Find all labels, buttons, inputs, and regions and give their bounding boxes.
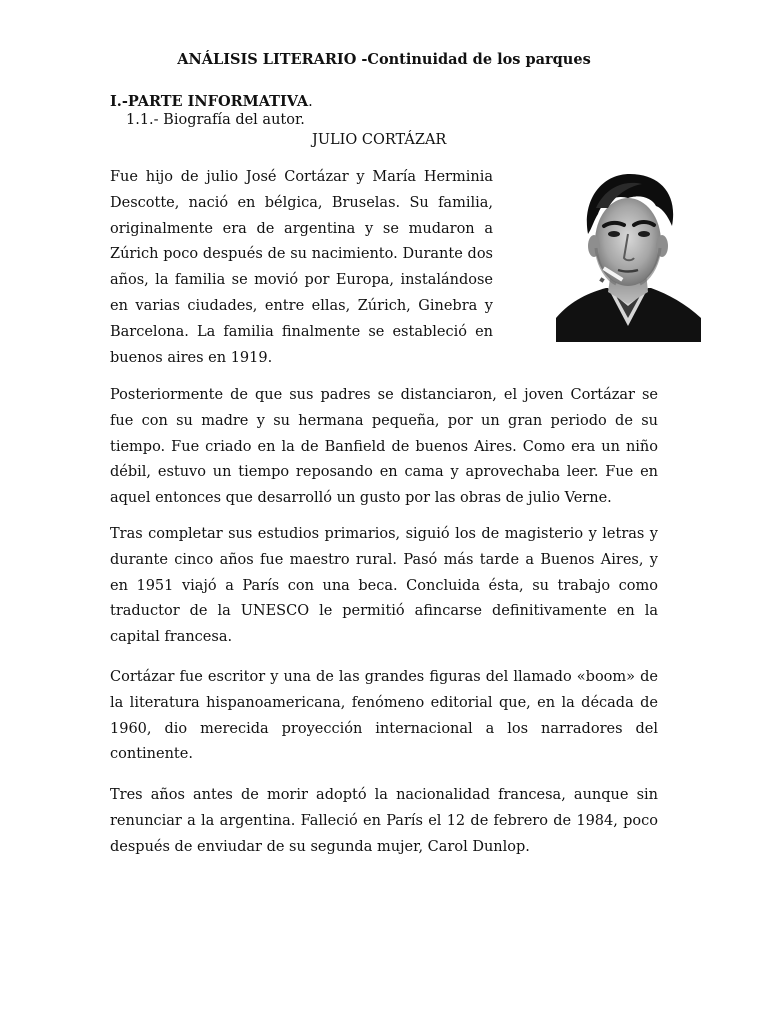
author-portrait-photo bbox=[556, 168, 701, 342]
paragraph-biography-1: Fue hijo de julio José Cortázar y María Herminia Descotte, nació en bélgica, Bruselas. Su familia, originalmente era de argentina y se mudaron a Zúrich poco después de su nacimiento. Durante dos años, la familia se movió por Europa, instalándose en varias ciudades, entre ellas, Zúrich, Ginebra y Barcelona. La familia finalmente se estableció en buenos aires en 1919. bbox=[110, 169, 493, 366]
paragraph-biography-5: Tres años antes de morir adoptó la nacionalidad francesa, aunque sin renunciar a la argentina. Falleció en París el 12 de febrero de 1984, poco después de enviudar de su segunda mujer, Carol Dunlop. bbox=[110, 787, 658, 855]
author-name: JULIO CORTÁZAR bbox=[312, 132, 447, 148]
section-heading-period: . bbox=[308, 94, 313, 110]
paragraph-biography-3: Tras completar sus estudios primarios, siguió los de magisterio y letras y durante cinco años fue maestro rural. Pasó más tarde a Buenos Aires, y en 1951 viajó a París con una beca. Concluida ésta, su trabajo como traductor de la UNESCO le permitió afincarse definitivamente en la capital francesa. bbox=[110, 526, 658, 646]
section-heading bbox=[110, 92, 313, 112]
section-heading-text: I.-PARTE INFORMATIVA bbox=[110, 93, 309, 110]
document-title: ANÁLISIS LITERARIO -Continuidad de los parques bbox=[177, 51, 591, 68]
paragraph-biography-4: Cortázar fue escritor y una de las grandes figuras del llamado «boom» de la literatura hispanoamericana, fenómeno editorial que, en la década de 1960, dio merecida proyección internacional a los narradores del continente. bbox=[110, 669, 658, 763]
subsection-heading: 1.1.- Biografía del autor. bbox=[126, 112, 305, 128]
portrait-drawing bbox=[556, 168, 701, 342]
paragraph-biography-2: Posteriormente de que sus padres se distanciaron, el joven Cortázar se fue con su madre y su hermana pequeña, por un gran periodo de su tiempo. Fue criado en la de Banfield de buenos Aires. Como era un niño débil, estuvo un tiempo reposando en cama y aprovechaba leer. Fue en aquel entonces que desarrolló un gusto por las obras de julio Verne. bbox=[110, 387, 658, 507]
